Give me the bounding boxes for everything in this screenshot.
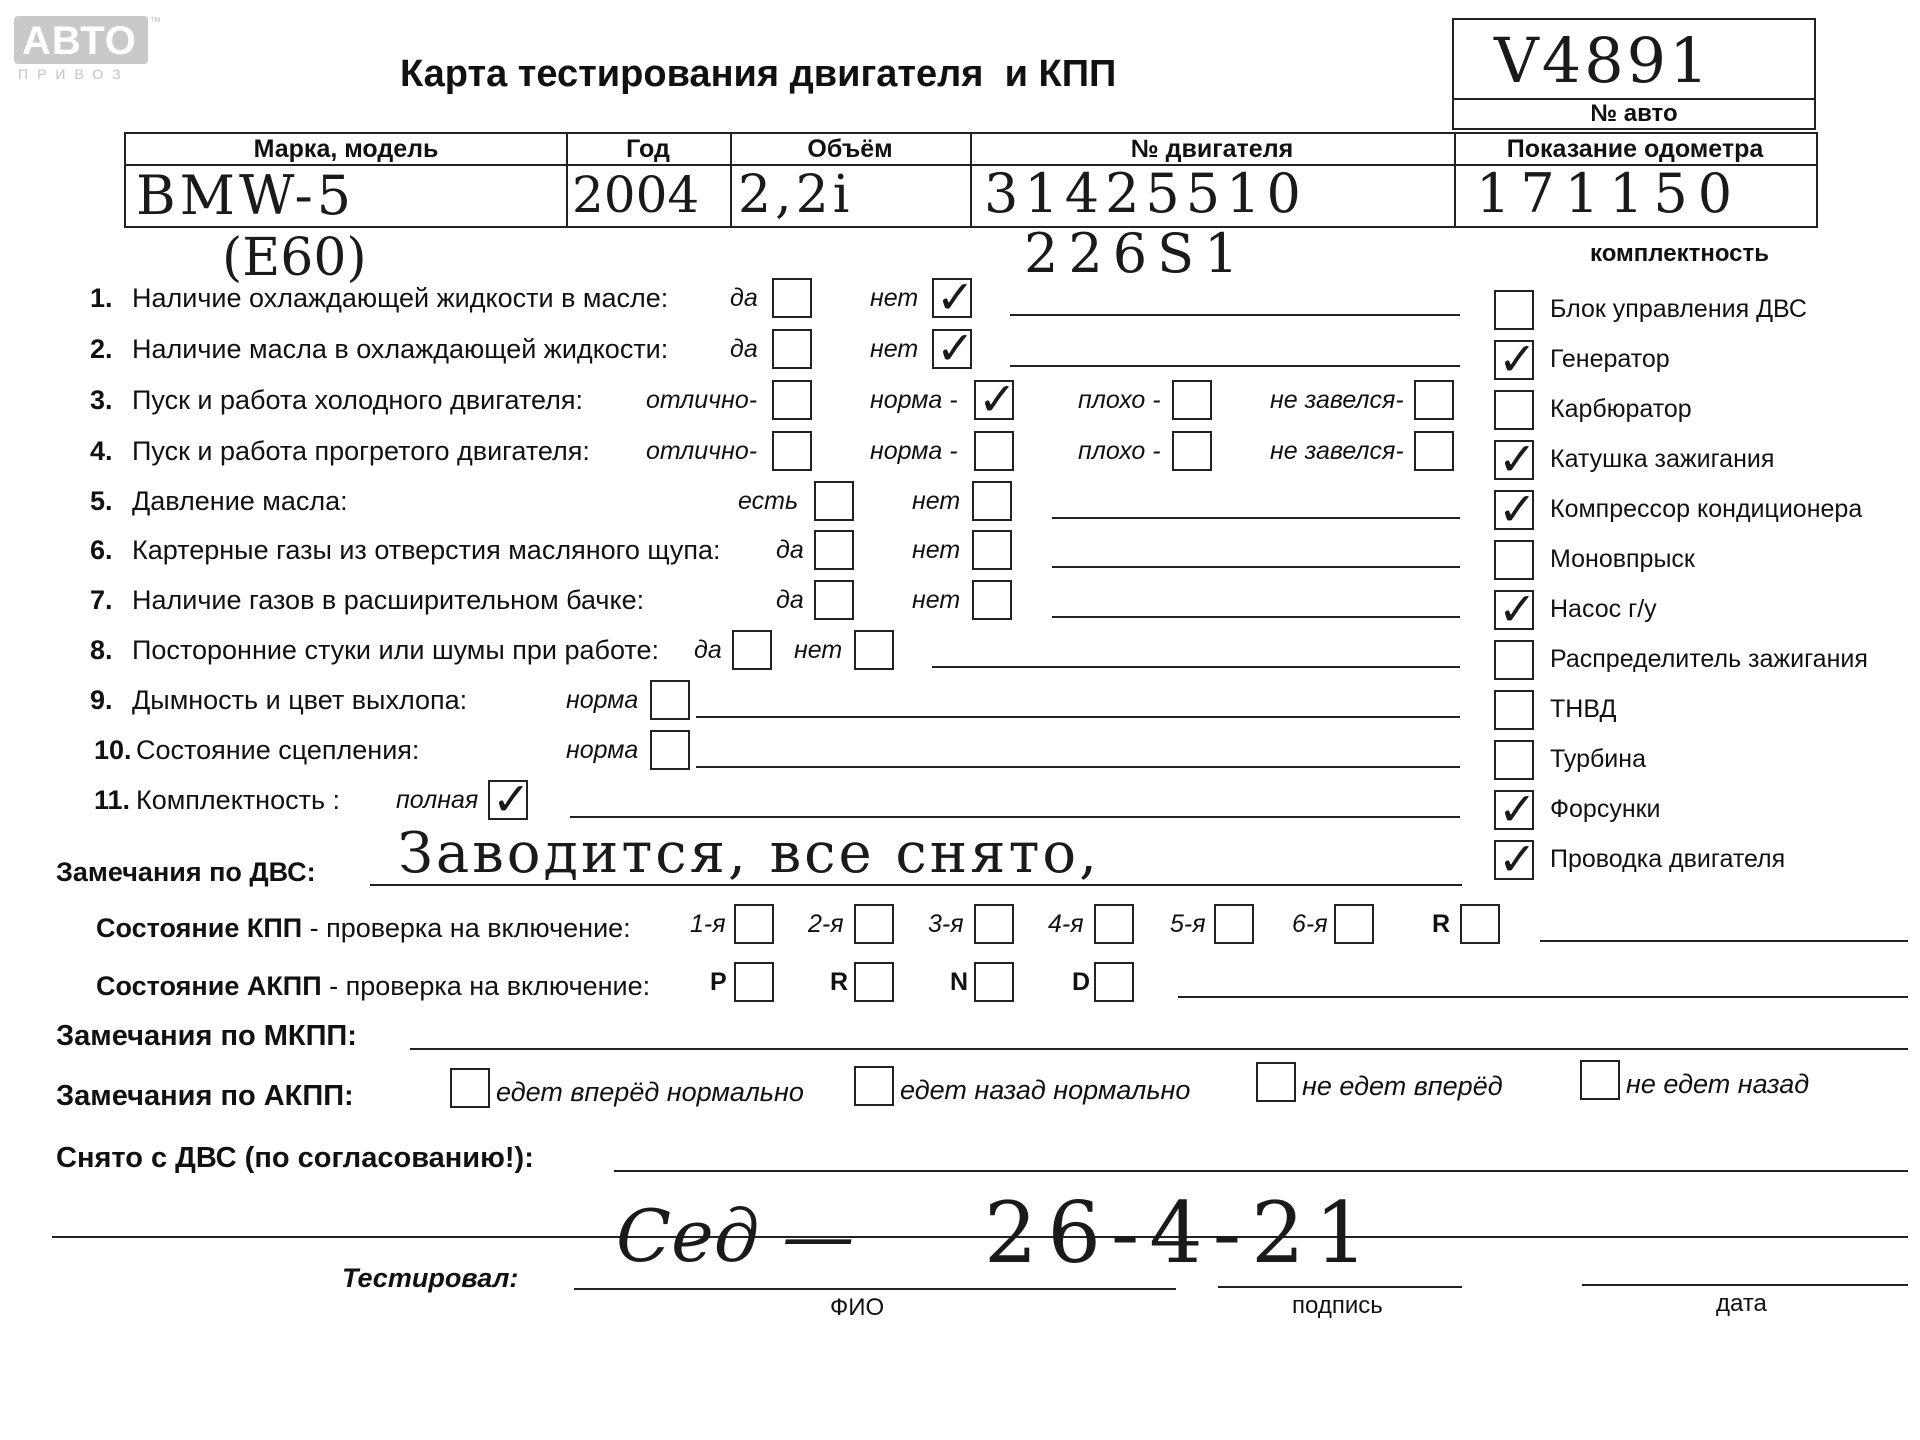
auto-number-value: V4891 <box>1494 24 1712 97</box>
dvs-remarks-label: Замечания по ДВС: <box>56 857 316 887</box>
akpp-label <box>96 970 650 1002</box>
check-label: Дымность и цвет выхлопа: <box>132 685 468 715</box>
check-label: Наличие охлаждающей жидкости в масле: <box>132 283 669 313</box>
kpp-gear-checkbox[interactable] <box>1460 904 1500 944</box>
check-label: Посторонние стуки или шумы при работе: <box>132 635 659 665</box>
check-option-box[interactable] <box>974 431 1014 471</box>
check-option-label: нет <box>794 636 843 664</box>
check-answer-line <box>696 716 1460 718</box>
check-label: Давление масла: <box>132 486 348 516</box>
logo-tm: ™ <box>150 16 161 28</box>
header-make-model: Марка, модель <box>253 135 439 163</box>
akpp-remark-checkbox[interactable] <box>450 1068 490 1108</box>
logo <box>14 16 161 86</box>
check-option-box[interactable] <box>1414 431 1454 471</box>
check-option-label: норма <box>566 686 639 714</box>
tester-label: Тестировал: <box>342 1263 519 1293</box>
mkpp-remarks-label: Замечания по МКПП: <box>56 1020 357 1052</box>
kit-checkbox[interactable] <box>1494 540 1534 580</box>
kit-item-label: Компрессор кондиционера <box>1550 495 1863 523</box>
kit-checkbox[interactable] <box>1494 782 1537 836</box>
akpp-gear-checkbox[interactable] <box>854 962 894 1002</box>
kit-item-label: Проводка двигателя <box>1550 845 1786 873</box>
kit-checkbox[interactable] <box>1494 332 1537 386</box>
check-answer-line <box>1010 314 1460 316</box>
check-option-box[interactable] <box>650 730 690 770</box>
check-label: Наличие газов в расширительном бачке: <box>132 585 645 615</box>
name-line <box>574 1288 1176 1290</box>
value-volume: 2,2i <box>738 165 854 225</box>
check-answer-line <box>1052 616 1460 618</box>
kit-item-label: Генератор <box>1550 345 1670 373</box>
removed-line <box>614 1170 1908 1172</box>
check-option-box[interactable] <box>772 431 812 471</box>
check-option-box[interactable] <box>814 530 854 570</box>
check-label: Комплектность : <box>136 785 341 815</box>
check-option-box[interactable] <box>1172 431 1212 471</box>
check-option-box[interactable] <box>1414 380 1454 420</box>
kpp-label <box>96 912 631 944</box>
caption-date: дата <box>1716 1290 1767 1317</box>
kpp-gear-label: R <box>1432 910 1451 938</box>
check-label: Пуск и работа прогретого двигателя: <box>132 436 590 466</box>
check-mark-icon: ✓ <box>936 321 975 375</box>
check-option-box[interactable] <box>854 630 894 670</box>
check-mark-icon: ✓ <box>1498 582 1537 636</box>
kpp-gear-label: 2-я <box>808 910 844 938</box>
check-option-label: нет <box>870 335 919 363</box>
kit-item-label: Турбина <box>1550 745 1646 773</box>
check-option-box[interactable] <box>488 772 531 826</box>
check-option-label: норма - <box>870 437 958 465</box>
kit-item-label: Блок управления ДВС <box>1550 295 1807 323</box>
check-mark-icon: ✓ <box>1498 332 1537 386</box>
akpp-gear-label: D <box>1072 968 1091 996</box>
check-option-label: да <box>730 335 758 363</box>
check-option-box[interactable] <box>932 270 975 324</box>
akpp-remark-label: не едет вперёд <box>1302 1071 1503 1101</box>
akpp-gear-label: P <box>710 968 727 996</box>
kit-checkbox[interactable] <box>1494 390 1534 430</box>
auto-number-label: № авто <box>1590 100 1678 127</box>
check-option-box[interactable] <box>932 321 975 375</box>
check-label: Картерные газы из отверстия масляного щупа: <box>132 535 721 565</box>
kit-item-label: Катушка зажигания <box>1550 445 1775 473</box>
value-engine-number: 31425510 <box>984 162 1307 225</box>
akpp-label-rest: - проверка на включение: <box>321 971 651 1001</box>
check-mark-icon: ✓ <box>1498 432 1537 486</box>
kit-checkbox[interactable] <box>1494 640 1534 680</box>
dvs-remarks-line <box>370 884 1462 886</box>
kpp-label-bold: Состояние КПП <box>96 913 303 943</box>
check-option-label: есть <box>738 487 799 515</box>
kpp-gear-label: 1-я <box>690 910 726 938</box>
check-option-label: да <box>694 636 722 664</box>
check-label: Наличие масла в охлаждающей жидкости: <box>132 334 669 364</box>
signature-line <box>1218 1286 1462 1288</box>
check-option-label: не завелся- <box>1270 437 1404 465</box>
check-number: 11. <box>94 785 131 815</box>
check-mark-icon: ✓ <box>936 270 975 324</box>
check-option-label: нет <box>870 284 919 312</box>
check-option-box[interactable] <box>772 278 812 318</box>
model-note: (E60) <box>222 228 367 288</box>
akpp-remark-label: не едет назад <box>1626 1069 1810 1099</box>
kit-item-label: Карбюратор <box>1550 395 1692 423</box>
check-number: 3. <box>90 385 113 415</box>
kpp-gear-checkbox[interactable] <box>1334 904 1374 944</box>
header-volume: Объём <box>807 135 893 163</box>
check-answer-line <box>1010 365 1460 367</box>
check-option-box[interactable] <box>814 481 854 521</box>
check-option-label: нет <box>912 487 961 515</box>
kit-checkbox[interactable] <box>1494 690 1534 730</box>
check-option-box[interactable] <box>814 580 854 620</box>
check-option-box[interactable] <box>772 380 812 420</box>
mkpp-remarks-line <box>410 1048 1908 1050</box>
akpp-remark-checkbox[interactable] <box>854 1066 894 1106</box>
check-option-label: отлично- <box>646 437 758 465</box>
check-option-box[interactable] <box>1172 380 1212 420</box>
kit-checkbox[interactable] <box>1494 482 1537 536</box>
tester-name-handwritten: Сед — <box>616 1194 855 1278</box>
kit-item-label: Распределитель зажигания <box>1550 645 1868 673</box>
check-option-box[interactable] <box>972 481 1012 521</box>
kit-checkbox[interactable] <box>1494 582 1537 636</box>
header-odometer: Показание одометра <box>1506 135 1764 163</box>
separator-line <box>52 1236 1908 1238</box>
tester-signature-handwritten: 26-4-21 <box>984 1184 1378 1282</box>
kit-title: комплектность <box>1590 240 1770 267</box>
check-mark-icon: ✓ <box>1498 832 1537 886</box>
check-option-box[interactable] <box>972 580 1012 620</box>
akpp-remark-label: едет назад нормально <box>900 1075 1191 1105</box>
check-answer-line <box>1052 517 1460 519</box>
kpp-gear-checkbox[interactable] <box>734 904 774 944</box>
kit-item-label: Форсунки <box>1550 795 1661 823</box>
check-answer-line <box>932 666 1460 668</box>
kpp-gear-label: 6-я <box>1292 910 1328 938</box>
akpp-remark-label: едет вперёд нормально <box>496 1077 804 1107</box>
check-option-label: норма <box>566 736 639 764</box>
check-label: Состояние сцепления: <box>136 735 420 765</box>
header-engine-number: № двигателя <box>1130 135 1294 163</box>
value-make-model: BMW-5 <box>136 164 356 227</box>
check-mark-icon: ✓ <box>1498 482 1537 536</box>
caption-name: ФИО <box>830 1294 885 1321</box>
check-number: 7. <box>90 585 113 615</box>
check-option-label: да <box>776 586 804 614</box>
check-option-label: нет <box>912 536 961 564</box>
check-option-label: да <box>730 284 758 312</box>
akpp-label-bold: Состояние АКПП <box>96 971 322 1001</box>
check-option-label: плохо - <box>1078 386 1161 414</box>
kpp-label-rest: - проверка на включение: <box>302 913 631 943</box>
check-number: 10. <box>94 735 132 765</box>
akpp-remark-checkbox[interactable] <box>1580 1060 1620 1100</box>
check-number: 2. <box>90 334 113 364</box>
check-option-label: да <box>776 536 804 564</box>
dvs-remarks-value: Заводится, все снято, <box>398 821 1100 886</box>
check-option-label: отлично- <box>646 386 758 414</box>
akpp-line <box>1178 996 1908 998</box>
kpp-gear-checkbox[interactable] <box>1094 904 1134 944</box>
kpp-gear-checkbox[interactable] <box>974 904 1014 944</box>
akpp-gear-label: R <box>830 968 849 996</box>
akpp-gear-checkbox[interactable] <box>734 962 774 1002</box>
kpp-gear-label: 5-я <box>1170 910 1206 938</box>
check-option-label: полная <box>396 786 479 814</box>
kit-item-label: Моновпрыск <box>1550 545 1695 573</box>
check-mark-icon: ✓ <box>978 372 1017 426</box>
vehicle-table <box>124 132 1818 228</box>
check-number: 1. <box>90 283 113 313</box>
akpp-gear-checkbox[interactable] <box>974 962 1014 1002</box>
caption-signature: подпись <box>1292 1292 1383 1319</box>
kit-checkbox[interactable] <box>1494 290 1534 330</box>
akpp-gear-checkbox[interactable] <box>1094 962 1134 1002</box>
check-option-box[interactable] <box>732 630 772 670</box>
kpp-gear-checkbox[interactable] <box>1214 904 1254 944</box>
kpp-gear-label: 3-я <box>928 910 964 938</box>
kit-item-label: Насос г/у <box>1550 595 1657 623</box>
check-label: Пуск и работа холодного двигателя: <box>132 385 583 415</box>
check-option-box[interactable] <box>972 530 1012 570</box>
check-answer-line <box>1052 566 1460 568</box>
logo-subtext: ПРИВОЗ <box>18 66 130 82</box>
check-option-label: не завелся- <box>1270 386 1404 414</box>
check-option-box[interactable] <box>974 372 1017 426</box>
value-year: 2004 <box>572 166 700 224</box>
removed-label: Снято с ДВС (по согласованию!): <box>56 1142 534 1174</box>
engine-note: 226S1 <box>1024 222 1249 285</box>
check-option-label: плохо - <box>1078 437 1161 465</box>
check-number: 4. <box>90 436 113 466</box>
check-number: 9. <box>90 685 113 715</box>
check-mark-icon: ✓ <box>1498 782 1537 836</box>
check-option-box[interactable] <box>772 329 812 369</box>
kit-checkbox[interactable] <box>1494 740 1534 780</box>
check-number: 5. <box>90 486 113 516</box>
check-option-label: нет <box>912 586 961 614</box>
check-option-box[interactable] <box>650 680 690 720</box>
kpp-gear-checkbox[interactable] <box>854 904 894 944</box>
auto-number-box <box>1452 18 1816 130</box>
akpp-remarks-label: Замечания по АКПП: <box>56 1080 354 1112</box>
check-answer-line <box>696 766 1460 768</box>
kpp-gear-label: 4-я <box>1048 910 1084 938</box>
kit-checkbox[interactable] <box>1494 832 1537 886</box>
kit-item-label: ТНВД <box>1550 695 1617 723</box>
value-odometer: 171150 <box>1476 162 1743 225</box>
kpp-line <box>1540 940 1908 942</box>
akpp-gear-label: N <box>950 968 969 996</box>
kit-checkbox[interactable] <box>1494 432 1537 486</box>
check-number: 8. <box>90 635 113 665</box>
check-answer-line <box>570 816 1460 818</box>
header-year: Год <box>626 135 670 163</box>
check-number: 6. <box>90 535 113 565</box>
check-option-label: норма - <box>870 386 958 414</box>
date-line <box>1582 1284 1908 1286</box>
check-mark-icon: ✓ <box>492 772 531 826</box>
akpp-remark-checkbox[interactable] <box>1256 1062 1296 1102</box>
logo-text: АВТО <box>22 19 137 63</box>
form-title: Карта тестирования двигателя и КПП <box>400 53 1117 95</box>
